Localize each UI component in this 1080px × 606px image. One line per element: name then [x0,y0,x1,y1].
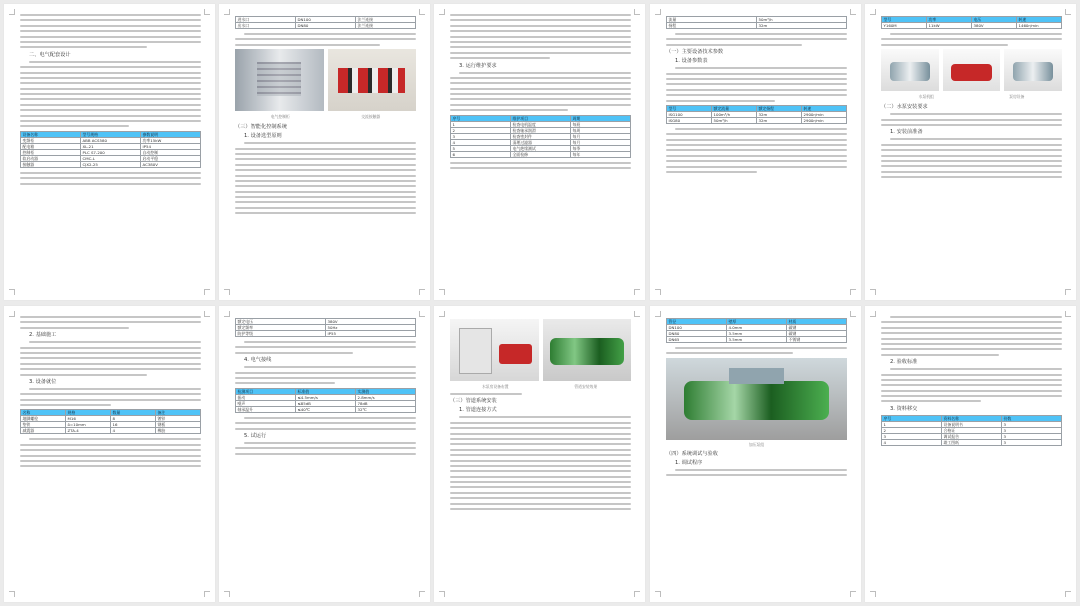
page-thumbnail-9[interactable] [650,306,861,602]
photo-caption: 电气控制柜 [270,114,290,120]
contactor-photo [328,49,417,111]
continued-table: 进水口 DN100 法兰连接 出水口 DN80 法兰连接 [235,16,416,29]
subsection-heading: 5. 试运行 [244,432,267,439]
photo-caption: 水泵房设备布置 [481,384,509,389]
photo-caption: 交流接触器 [361,114,381,120]
page-thumbnail-1[interactable] [4,4,215,300]
handover-documents-table: 序号 资料名称 份数 1 设备说明书 3 2 合格证 3 3 调试报告 3 4 竣工图纸 3 [881,415,1062,446]
page-thumbnail-7[interactable] [219,306,430,602]
pump-unit-photo [1004,49,1062,91]
maintenance-table: 序号 维护项目 周期 1 检查电机温度 每班 2 检查轴承润滑 每周 3 检查密封件 每月 4 清理过滤器 每月 5 电气绝缘测试 每季 6 全面检修 每年 [450,115,631,158]
parameter-table: 型号 额定流量 额定扬程 转速 ISG100 100m³/h 32m 2900r/min ISG80 50m³/h 32m 2900r/min [666,105,847,124]
page-thumbnail-4[interactable] [650,4,861,300]
subsection-heading: 2. 验收标准 [890,359,918,366]
pump-unit-photo [881,49,939,91]
subsection-heading: 2. 基础施工 [29,332,57,339]
continued-table: 额定电压 380V 额定频率 50Hz 防护等级 IP55 [235,318,416,337]
page-thumbnail-5[interactable] [865,4,1076,300]
section-heading: （四）系统调试与验收 [666,450,718,457]
section-heading: （三）智能化控制系统 [235,124,287,131]
section-heading: 二、电气配套设计 [29,51,71,58]
photo-caption: 管道安装效果 [574,384,598,389]
equipment-table: 设备名称 型号规格 参数说明 变频柜 ABB ACS580 功率15kW 配电箱 XL-21 IP54 控制柜 PLC S7-200 自动控制 软启动器 CMC-L 启动平稳 接触器 CJX2-25 AC380V [20,131,201,168]
pipe-spec-table: 管径 壁厚 材质 DN100 4.0mm 碳钢 DN80 3.5mm 碳钢 DN65 3.5mm 不锈钢 [666,318,847,343]
booster-pump-photo [666,358,847,440]
control-cabinet-photo [235,49,324,111]
motor-table: 型号 功率 电压 转速 Y160M 11kW 380V 1460r/min [881,16,1062,29]
page-thumbnail-2[interactable] [219,4,430,300]
section-heading: 3. 运行维护要求 [459,62,497,69]
photo-row [235,49,416,111]
subsection-heading: 1. 调试程序 [675,459,703,466]
section-heading: （一）主要设备技术参数 [666,49,724,56]
materials-table: 名称 规格 数量 备注 地脚螺栓 M16 8 镀锌 垫铁 δ=10mm 16 钢板 减震器 ZTA-4 4 橡胶 [20,409,201,434]
photo-row [450,319,631,381]
page-thumbnail-3[interactable] [434,4,645,300]
pump-room-photo [450,319,539,381]
photo-caption: 加压泵组 [748,441,765,447]
subsection-heading: 1. 安装前准备 [890,129,923,136]
subsection-heading: 1. 管道连接方式 [459,407,497,414]
subsection-heading: 3. 资料移交 [890,405,918,412]
test-results-table: 检测项目 标准值 实测值 振动 ≤4.5mm/s 2.8mm/s 噪声 ≤85dB 78dB 轴承温升 ≤40℃ 32℃ [235,388,416,413]
page-thumbnail-10[interactable] [865,306,1076,602]
subsection-heading: 1. 设备参数表 [675,58,708,65]
continued-table: 流量 50m³/h 扬程 32m [666,16,847,29]
photo-caption: 泵房设备 [1009,94,1025,100]
subsection-heading: 1. 设备选型原则 [244,133,282,140]
subsection-heading: 4. 电气接线 [244,357,272,364]
photo-caption: 水泵机组 [918,94,934,100]
pump-room-photo [943,49,1001,91]
subsection-heading: 3. 设备就位 [29,378,57,385]
section-heading: （二）水泵安装要求 [881,104,928,111]
pipeline-photo [543,319,632,381]
photo-row [881,49,1062,91]
section-heading: （三）管道系统安装 [450,398,497,405]
page-thumbnail-8[interactable] [434,306,645,602]
page-thumbnail-6[interactable] [4,306,215,602]
